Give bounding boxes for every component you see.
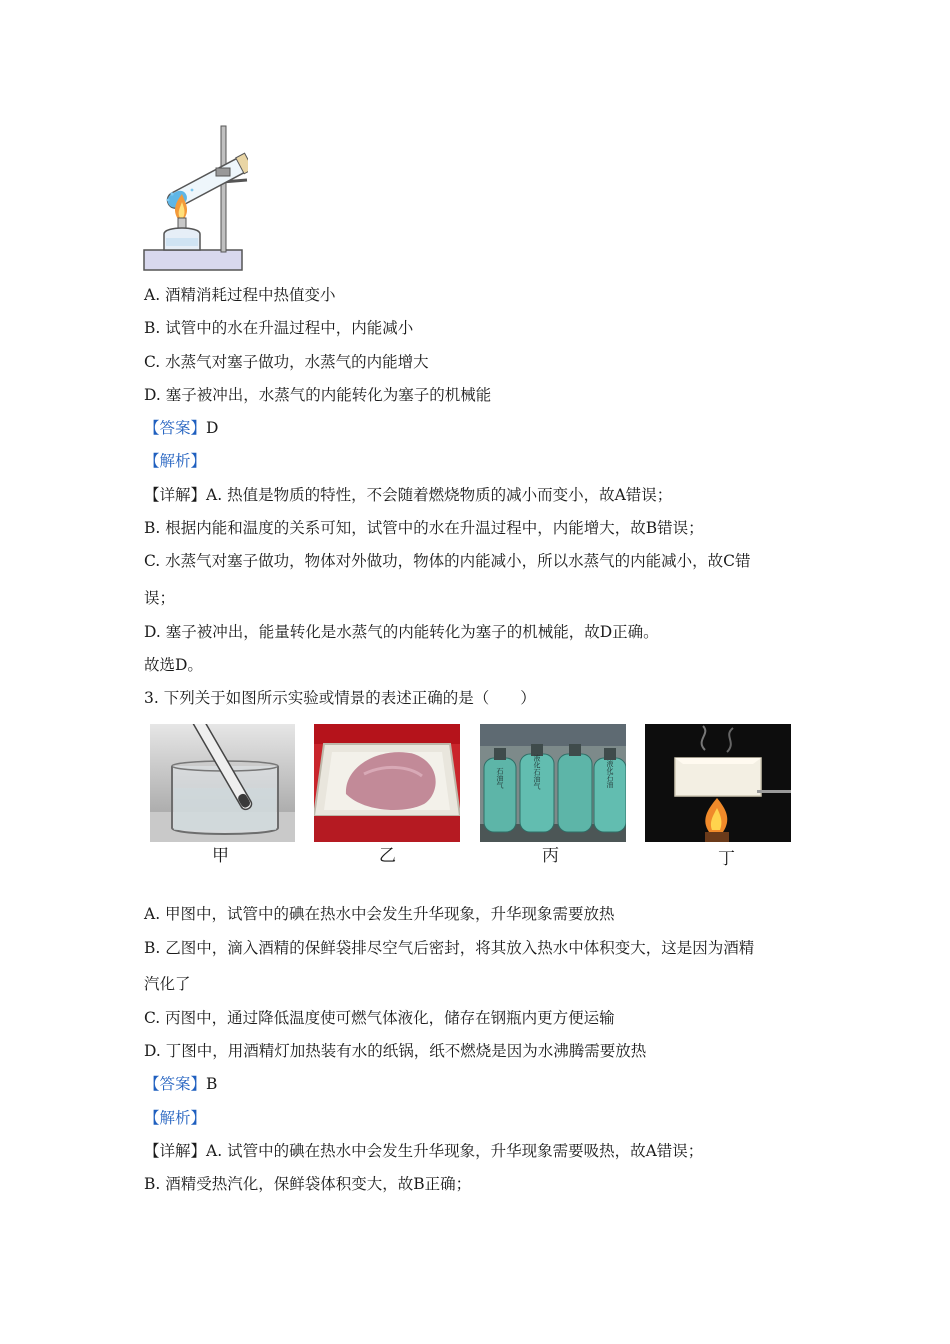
q3-analysis xyxy=(144,1108,206,1128)
answer-tag: 【答案】 xyxy=(144,1075,207,1093)
detail-text: A. 试管中的碘在热水中会发生升华现象，升华现象需要吸热，故A错误； xyxy=(206,1142,704,1160)
q3-detail-a xyxy=(144,1141,703,1161)
q2-option-d: D. 塞子被冲出，水蒸气的内能转化为塞子的机械能 xyxy=(144,386,492,404)
analysis-tag: 【解析】 xyxy=(144,452,207,470)
cylinder-3 xyxy=(558,744,592,832)
q2-option-b: B. 试管中的水在升温过程中，内能减小 xyxy=(144,319,414,337)
photo-yi xyxy=(314,724,460,842)
q2-detail-a xyxy=(144,485,672,505)
answer-tag: 【答案】 xyxy=(144,419,207,437)
q3-stem: 3. 下列关于如图所示实验或情景的表述正确的是（ ） xyxy=(144,689,536,707)
detail-tag: 【详解】 xyxy=(144,1142,207,1160)
stand-base xyxy=(144,250,242,270)
detail-text: A. 热值是物质的特性，不会随着燃烧物质的减小而变小，故A错误； xyxy=(206,486,673,504)
cylinder-label-4: 液化石油 xyxy=(606,760,614,788)
detail-tag: 【详解】 xyxy=(144,486,207,504)
test-tube-heating-figure xyxy=(142,122,248,274)
stand-rod xyxy=(221,126,226,252)
q2-conclusion: 故选D。 xyxy=(144,656,203,674)
q2-detail-c: C. 水蒸气对塞子做功，物体对外做功，物体的内能减小，所以水蒸气的内能减小，故C错 xyxy=(144,552,751,570)
q2-answer xyxy=(144,418,218,438)
cylinder-label-2: 液化石油气 xyxy=(533,754,541,790)
caption-jia: 甲 xyxy=(212,846,229,866)
caption-ding: 丁 xyxy=(718,849,735,869)
q3-option-b: B. 乙图中，滴入酒精的保鲜袋排尽空气后密封，将其放入热水中体积变大，这是因为酒精 xyxy=(144,939,755,957)
photo-jia xyxy=(150,724,295,842)
cylinder-label-1: 石油气 xyxy=(496,767,504,789)
q3-answer xyxy=(144,1074,217,1094)
caption-yi: 乙 xyxy=(379,846,396,866)
q2-detail-b: B. 根据内能和温度的关系可知，试管中的水在升温过程中，内能增大，故B错误； xyxy=(144,519,704,537)
caption-bing: 丙 xyxy=(542,846,559,866)
cylinder-2 xyxy=(520,744,554,832)
q3-detail-b: B. 酒精受热汽化，保鲜袋体积变大，故B正确； xyxy=(144,1175,472,1193)
photo-ding xyxy=(645,724,791,842)
analysis-tag: 【解析】 xyxy=(144,1109,207,1127)
q3-option-c: C. 丙图中，通过降低温度使可燃气体液化，储存在钢瓶内更方便运输 xyxy=(144,1009,615,1027)
q2-option-a: A. 酒精消耗过程中热值变小 xyxy=(144,286,336,304)
q3-option-d: D. 丁图中，用酒精灯加热装有水的纸锅，纸不燃烧是因为水沸腾需要放热 xyxy=(144,1042,647,1060)
q2-detail-c-cont: 误； xyxy=(144,589,176,607)
answer-value: B xyxy=(206,1075,218,1093)
cylinder-4 xyxy=(594,748,626,832)
q2-detail-d: D. 塞子被冲出，能量转化是水蒸气的内能转化为塞子的机械能，故D正确。 xyxy=(144,623,659,641)
photo-bing xyxy=(480,724,626,842)
q2-analysis xyxy=(144,451,206,471)
q2-option-c: C. 水蒸气对塞子做功，水蒸气的内能增大 xyxy=(144,353,429,371)
cylinder-1 xyxy=(484,748,516,832)
q3-option-b-cont: 汽化了 xyxy=(144,975,191,993)
answer-value: D xyxy=(206,419,219,437)
q3-option-a: A. 甲图中，试管中的碘在热水中会发生升华现象，升华现象需要放热 xyxy=(144,905,615,923)
